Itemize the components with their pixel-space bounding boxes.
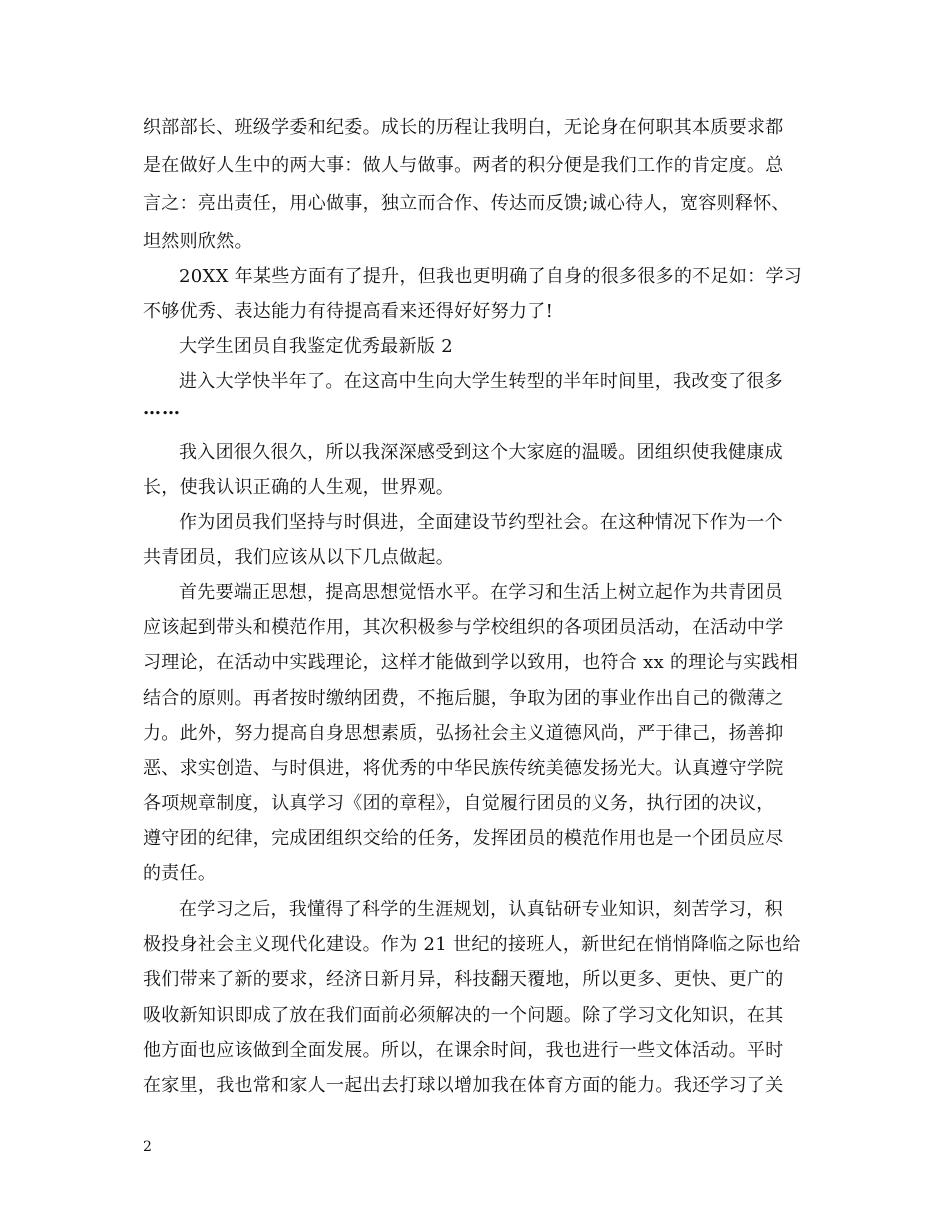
text-line: 进入大学快半年了。在这高中生向大学生转型的半年时间里，我改变了很多	[179, 371, 783, 392]
text-line: 习理论，在活动中实践理论，这样才能做到学以致用，也符合 xx 的理论与实践相	[143, 652, 799, 673]
section-heading: 大学生团员自我鉴定优秀最新版 2	[179, 336, 453, 357]
page-number: 2	[143, 1139, 152, 1155]
text-line: 恶、求实创造、与时俱进，将优秀的中华民族传统美德发扬光大。认真遵守学院	[143, 758, 784, 779]
text-line: 言之：亮出责任，用心做事，独立而合作、传达而反馈;诚心待人，宽容则释怀、	[143, 193, 790, 214]
text-line: 在学习之后，我懂得了科学的生涯规划，认真钻研专业知识，刻苦学习，积	[179, 899, 783, 920]
text-line: 作为团员我们坚持与时俱进，全面建设节约型社会。在这种情况下作为一个	[179, 512, 783, 533]
text-line: 首先要端正思想，提高思想觉悟水平。在学习和生活上树立起作为共青团员	[179, 582, 783, 603]
ellipsis-line: ……	[143, 398, 181, 419]
text-line: 的责任。	[143, 863, 217, 884]
text-line: 吸收新知识即成了放在我们面前必须解决的一个问题。除了学习文化知识，在其	[143, 1005, 784, 1026]
text-line: 坦然则欣然。	[143, 231, 253, 252]
text-line: 他方面也应该做到全面发展。所以，在课余时间，我也进行一些文体活动。平时	[143, 1040, 784, 1061]
text-line: 织部部长、班级学委和纪委。成长的历程让我明白，无论身在何职其本质要求都	[143, 117, 784, 138]
text-line: 在家里，我也常和家人一起出去打球以增加我在体育方面的能力。我还学习了关	[143, 1075, 784, 1096]
text-line: 力。此外，努力提高自身思想素质，弘扬社会主义道德风尚，严于律己，扬善抑	[143, 723, 784, 744]
text-line: 应该起到带头和模范作用，其次积极参与学校组织的各项团员活动，在活动中学	[143, 617, 784, 638]
text-line: 20XX 年某些方面有了提升，但我也更明确了自身的很多很多的不足如：学习	[179, 266, 803, 287]
text-line: 我们带来了新的要求，经济日新月异，科技翻天覆地，所以更多、更快、更广的	[143, 969, 784, 990]
text-line: 是在做好人生中的两大事：做人与做事。两者的积分便是我们工作的肯定度。总	[143, 155, 784, 176]
text-line: 遵守团的纪律，完成团组织交给的任务，发挥团员的模范作用也是一个团员应尽	[143, 828, 784, 849]
text-line: 我入团很久很久，所以我深深感受到这个大家庭的温暖。团组织使我健康成	[179, 442, 783, 463]
text-line: 各项规章制度，认真学习《团的章程》，自觉履行团员的义务，执行团的决议，	[143, 793, 775, 814]
text-line: 结合的原则。再者按时缴纳团费，不拖后腿，争取为团的事业作出自己的微薄之	[143, 688, 784, 709]
text-line: 极投身社会主义现代化建设。作为 21 世纪的接班人，新世纪在悄悄降临之际也给	[143, 934, 801, 955]
text-line: 共青团员，我们应该从以下几点做起。	[143, 547, 455, 568]
text-line: 不够优秀、表达能力有待提高看来还得好好努力了!	[143, 301, 554, 322]
text-line: 长，使我认识正确的人生观，世界观。	[143, 477, 455, 498]
